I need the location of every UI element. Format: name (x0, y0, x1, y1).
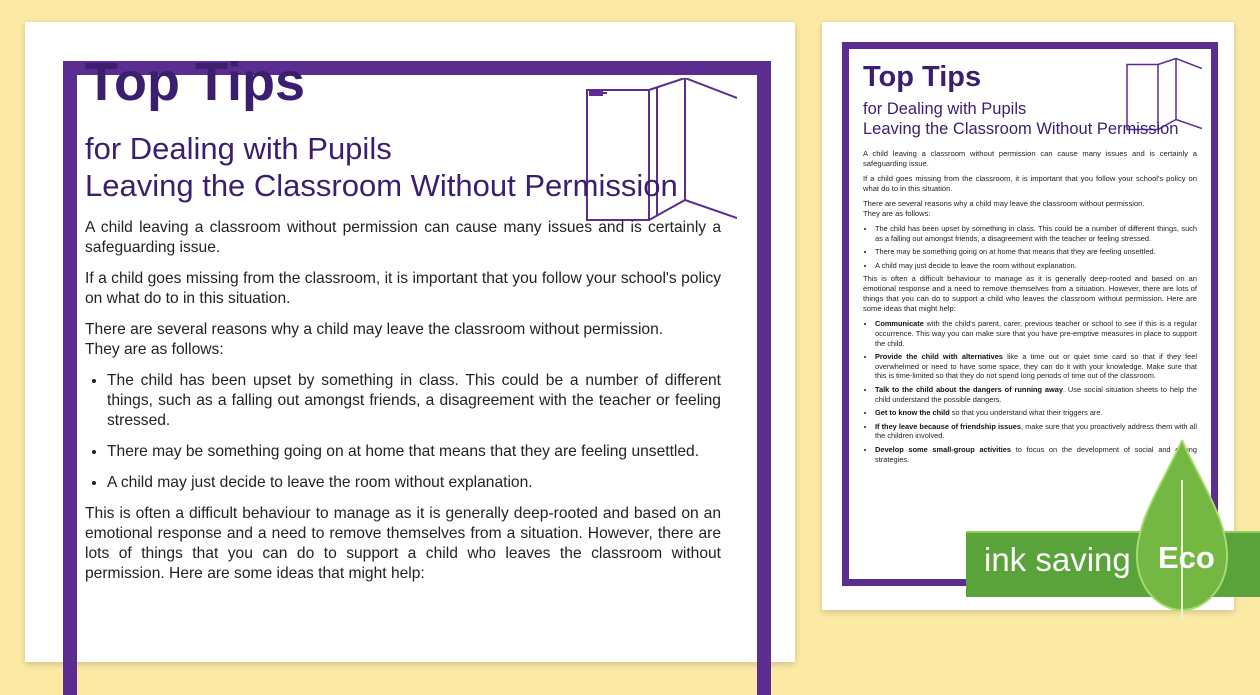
paragraph-intro: A child leaving a classroom without permission can cause many issues and is certainly a safeguarding issue. (863, 149, 1197, 168)
page-title: Top Tips (863, 61, 982, 93)
idea-text: , make sure that you proactively address them with all the children involved. (875, 421, 1197, 441)
list-item: • A child may just decide to leave the room without explanation. (875, 261, 1197, 271)
list-item (875, 422, 1197, 441)
paragraph-behaviour: This is often a difficult behaviour to manage as it is generally deep-rooted and based on an emotional response and a need to remove themselves from a situation. However, there are lots of things that you can do to support a child who leaves the classroom without permission. Here are some ideas that might help: (863, 274, 1197, 314)
list-item: • There may be something going on at home that means that they are feeling unsettled. (107, 442, 721, 462)
paragraph-reasons (863, 199, 1197, 219)
reasons-list (85, 371, 721, 493)
paragraph-missing: If a child goes missing from the classroom, it is important that you follow your school's policy on what do to in this situation. (863, 174, 1197, 193)
eco-label: Eco (1158, 540, 1215, 575)
idea-text: . Use social situation sheets to help the child understand the possible dangers. (875, 384, 1197, 404)
paragraph-reasons (85, 320, 721, 360)
page-title: Top Tips (85, 52, 305, 112)
document-content (85, 52, 721, 595)
subtitle-line-1: for Dealing with Pupils (85, 131, 392, 166)
page-subtitle (85, 130, 721, 204)
paragraph-missing: If a child goes missing from the classroom, it is important that you follow your school's policy on what do to in this situation. (85, 270, 721, 307)
reasons-line-1: There are several reasons why a child may leave the classroom without permission. (85, 321, 664, 338)
reasons-list (863, 224, 1197, 270)
idea-bold: Provide the child with alternatives (875, 352, 1003, 362)
idea-bold: Talk to the child about the dangers of running away (875, 384, 1063, 394)
idea-bold: Develop some small-group activities (875, 444, 1012, 454)
document-content (863, 61, 1197, 468)
idea-bold: Communicate (875, 319, 924, 329)
idea-text: to focus on the development of social and coping strategies. (875, 444, 1197, 464)
subtitle-line-1: for Dealing with Pupils (863, 100, 1027, 118)
list-item (875, 385, 1197, 404)
idea-text: so that you understand what their triggers are. (949, 408, 1103, 418)
reasons-line-2: They are as follows: (85, 341, 224, 358)
eco-leaf-icon (1135, 440, 1230, 620)
ink-saving-label: ink saving (984, 541, 1131, 578)
reasons-line-2: They are as follows: (863, 209, 931, 218)
list-item (875, 408, 1197, 418)
idea-text: like a time out or quiet time card so that if they feel overwhelmed or need to have some space, they can do it with your knowledge. Make sure that this is time-limited so that they do not spend long periods of time out of the classroom. (875, 352, 1197, 381)
paragraph-intro: A child leaving a classroom without permission can cause many issues and is certainly a safeguarding issue. (85, 219, 721, 256)
page-subtitle (863, 99, 1197, 139)
list-item (875, 352, 1197, 381)
paragraph-behaviour: This is often a difficult behaviour to manage as it is generally deep-rooted and based on an emotional response and a need to remove themselves from a situation. However, there are lots of things that you can do to support a child who leaves the classroom without permission. Here are some ideas that might help: (85, 505, 721, 582)
subtitle-line-2: Leaving the Classroom Without Permission (863, 120, 1179, 138)
list-item: • The child has been upset by something in class. This could be a number of different things, such as a falling out amongst friends, a disagreement with the teacher or feeling stressed. (875, 224, 1197, 243)
list-item: • There may be something going on at home that means that they are feeling unsettled. (875, 247, 1197, 257)
list-item: • The child has been upset by something in class. This could be a number of different things, such as a falling out amongst friends, a disagreement with the teacher or feeling stressed. (107, 371, 721, 431)
list-item: • A child may just decide to leave the room without explanation. (107, 473, 721, 493)
reasons-line-1: There are several reasons why a child may leave the classroom without permission. (863, 199, 1145, 208)
idea-text: with the child's parent, carer, previous teacher or school to see if this is a regular occurrence. This way you can make sure that you have pre-emptive measures in place to support the child. (875, 319, 1197, 348)
idea-bold: If they leave because of friendship issues (875, 421, 1021, 431)
subtitle-line-2: Leaving the Classroom Without Permission (85, 168, 678, 203)
list-item (875, 319, 1197, 348)
document-page-large (25, 22, 795, 662)
idea-bold: Get to know the child (875, 408, 950, 418)
